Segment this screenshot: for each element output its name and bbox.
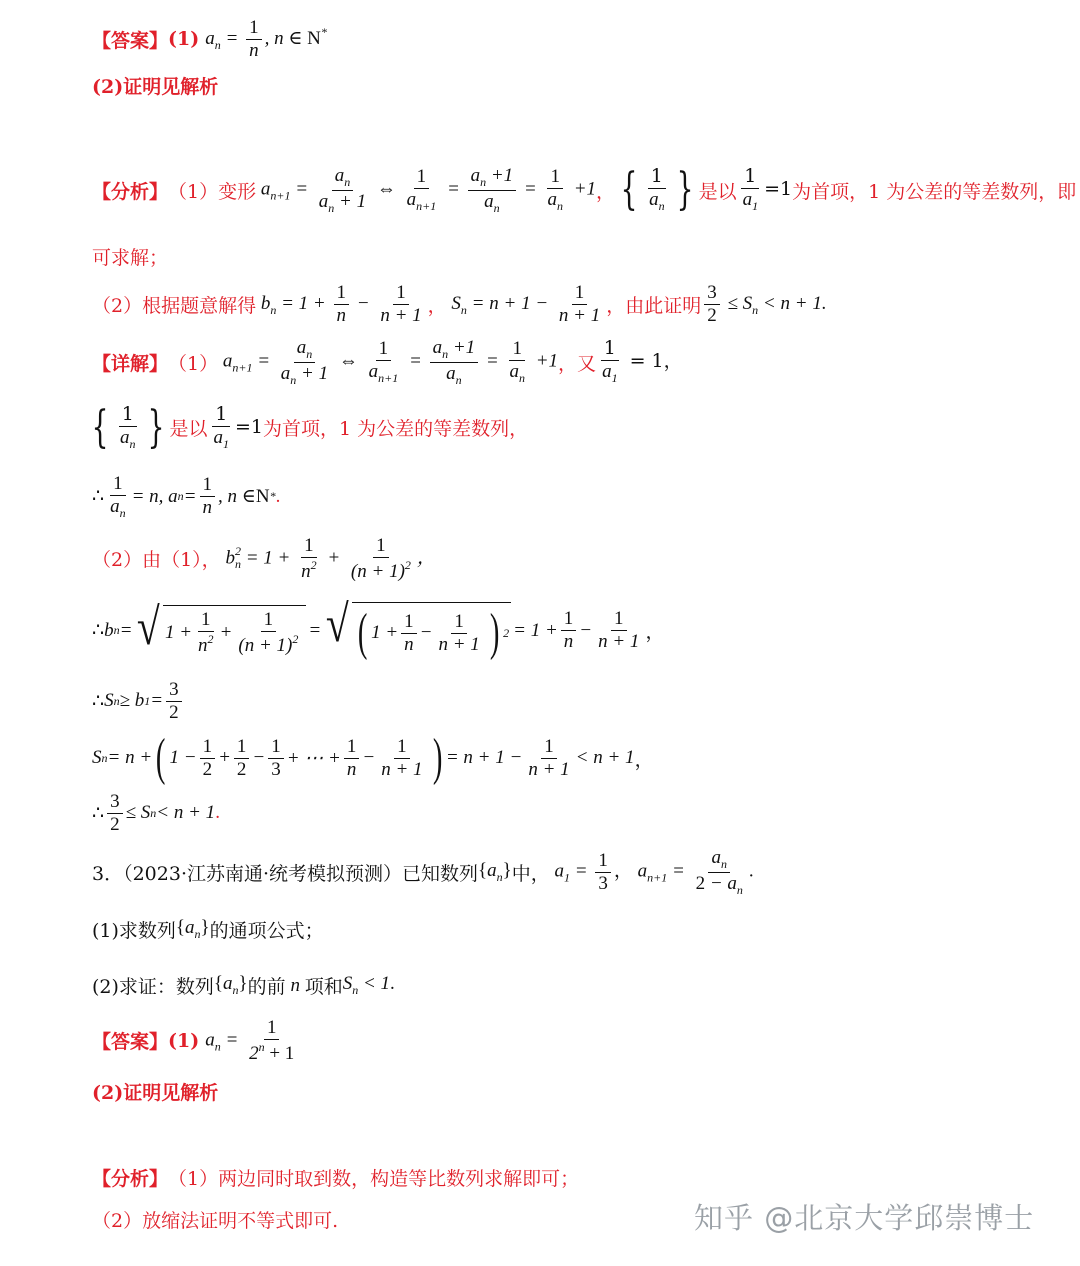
formula-an-3: $a_n$ = $\frac{1}{2^n + 1}$ — [205, 1017, 295, 1064]
analysis-3-line-1 — [92, 1164, 579, 1191]
analysis-comma: ， — [427, 294, 447, 317]
analysis-line-1 — [92, 166, 1076, 214]
formula-seq-2: { $\frac{1}{a_n}$ } — [91, 401, 164, 453]
detail-tag: 【详解】 — [92, 352, 169, 375]
formula-conclusion: ∴ $\frac{3}{2}$ ≤ S n < n + 1 . — [92, 791, 220, 835]
formula-problem-def: $a_1$ = $\frac{1}{3}$ ， $a_{n+1}$ = $\frac{a_n}{2 - a_n}$ . — [549, 847, 754, 897]
analysis-text: （1）两边同时取到数，构造等比数列求解即可； — [168, 1168, 580, 1190]
analysis-tag: 【分析】 — [92, 1168, 169, 1190]
formula-sn-lt-1: $S_n < 1$. — [342, 973, 395, 997]
problem-3-stem — [92, 848, 754, 896]
problem-text: 项和 — [304, 976, 343, 998]
analysis-comma: ， — [596, 180, 616, 203]
formula-seq: { $\frac{1}{a_n}$ } — [620, 164, 693, 216]
problem-text: 3．（2023·江苏南通·统考模拟预测）已知数列 — [92, 862, 479, 885]
problem-text: 的前 — [247, 976, 286, 998]
formula-recursion-2: $a_{n+1}$ = $\frac{a_n}{a_n + 1}$ ⇔ $\frac{1}{a_{n+1}}$ = $\frac{a_n +1}{a_n}$ = $\frac{1}{a_n}$ +1 — [218, 337, 559, 387]
analysis-tag: 【分析】 — [92, 180, 169, 203]
formula-n: n — [285, 974, 305, 996]
formula-seq-an: $\{a_n\}$ — [478, 859, 512, 884]
problem-text: (1)求数列 — [92, 920, 176, 942]
formula-an: $a_n$ = $\frac{1}{n}$ , n ∈ N* — [205, 17, 327, 61]
formula-ineq: $\frac{3}{2}$ ≤ $S_n < n + 1$. — [701, 283, 826, 326]
answer-3-line-1 — [92, 1018, 300, 1064]
problem-text: 中， — [511, 862, 550, 885]
answer-3-line-2: (2)证明见解析 — [92, 1082, 219, 1104]
detail-line-2 — [91, 401, 529, 453]
answer-tag: 【答案】 — [92, 29, 169, 52]
formula-a1-2: $\frac{1}{a_1}$ = 1， — [602, 337, 683, 386]
formula-sn-sum: S n = n + ( 1 − $\frac{1}{2}$ + $\frac{1}{2}$ − $\frac{1}{3}$ + ⋯ + $\frac{1}{n}$ − $\frac{1}{n + 1}$ ) = n + 1 − $\frac{1}{n + 1}$ < n + 1 ， — [92, 729, 654, 786]
problem-text: 的通项公式； — [209, 920, 324, 942]
analysis-text: （2）根据题意解得 — [92, 294, 257, 317]
problem-3-q2 — [92, 972, 395, 999]
analysis-text: 是以 — [698, 180, 737, 203]
answer-line-1 — [92, 18, 327, 61]
detail-text: （2）由（1）， — [92, 549, 221, 572]
formula-a1-3: $\frac{1}{a_1}$ =1 — [213, 403, 264, 451]
detail-text: 为首项，1 为公差的等差数列， — [263, 418, 529, 441]
analysis-text: 为首项，1 为公差的等差数列，即 — [792, 180, 1077, 203]
answer-tag: 【答案】 — [92, 1031, 169, 1054]
problem-3-q1 — [92, 916, 324, 943]
formula-bn-sqrt: ∴ b n = √ 1 + $\frac{1}{n^2}$ + $\frac{1}{(n + 1)^2}$ = √ ( 1 + $\frac{1}{n}$ − $\frac{1}{n + 1}$ ) 2 = 1 + $\frac{1}{n}$ − $\frac{1}{n + 1}$ ， — [92, 596, 665, 661]
formula-bn-squared: $b_n^2 = 1$ + $\frac{1}{n^2}$ + $\frac{1}{(n + 1)^2}$ ， — [220, 535, 436, 582]
analysis-3-line-2: （2）放缩法证明不等式即可. — [92, 1210, 339, 1232]
detail-text: 是以 — [169, 418, 208, 441]
answer-line-2: (2)证明见解析 — [92, 76, 219, 98]
analysis-text: （1）变形 — [168, 180, 257, 203]
analysis-line-2: 可求解； — [92, 247, 169, 269]
detail-text: ，又 — [558, 352, 597, 375]
analysis-line-3 — [92, 283, 827, 326]
answer-part-label: (1) — [168, 1029, 200, 1052]
formula-sn-geq: ∴ S n ≥ b 1 = $\frac{3}{2}$ — [92, 680, 185, 723]
detail-line-part2 — [92, 536, 436, 582]
formula-a1: $\frac{1}{a_1}$ =1 — [742, 165, 793, 214]
formula-result-an: ∴ $\frac{1}{a_n}$ = n, a n = $\frac{1}{n}$ , n ∈ N * . — [92, 473, 281, 520]
problem-text: (2)求证：数列 — [92, 976, 214, 998]
analysis-text: ，由此证明 — [606, 294, 702, 317]
formula-seq-an: $\{a_n\}$ — [213, 973, 248, 997]
detail-line-1 — [92, 338, 683, 386]
formula-seq-an: $\{a_n\}$ — [175, 917, 210, 941]
formula-bn: $b_n = 1$ + $\frac{1}{n}$ − $\frac{1}{n + 1}$ — [256, 282, 422, 326]
formula-sn: $S_n = n + 1$ − $\frac{1}{n + 1}$ — [446, 282, 601, 326]
watermark: 知乎 @北京大学邱崇博士 — [694, 1201, 1035, 1235]
formula-recursion: $a_{n+1}$ = $\frac{a_n}{a_n + 1}$ ⇔ $\frac{1}{a_{n+1}}$ = $\frac{a_n +1}{a_n}$ = $\frac{1}{a_n}$ +1 — [256, 165, 597, 215]
answer-part-label: (1) — [168, 28, 200, 51]
detail-text: （1） — [168, 352, 219, 375]
